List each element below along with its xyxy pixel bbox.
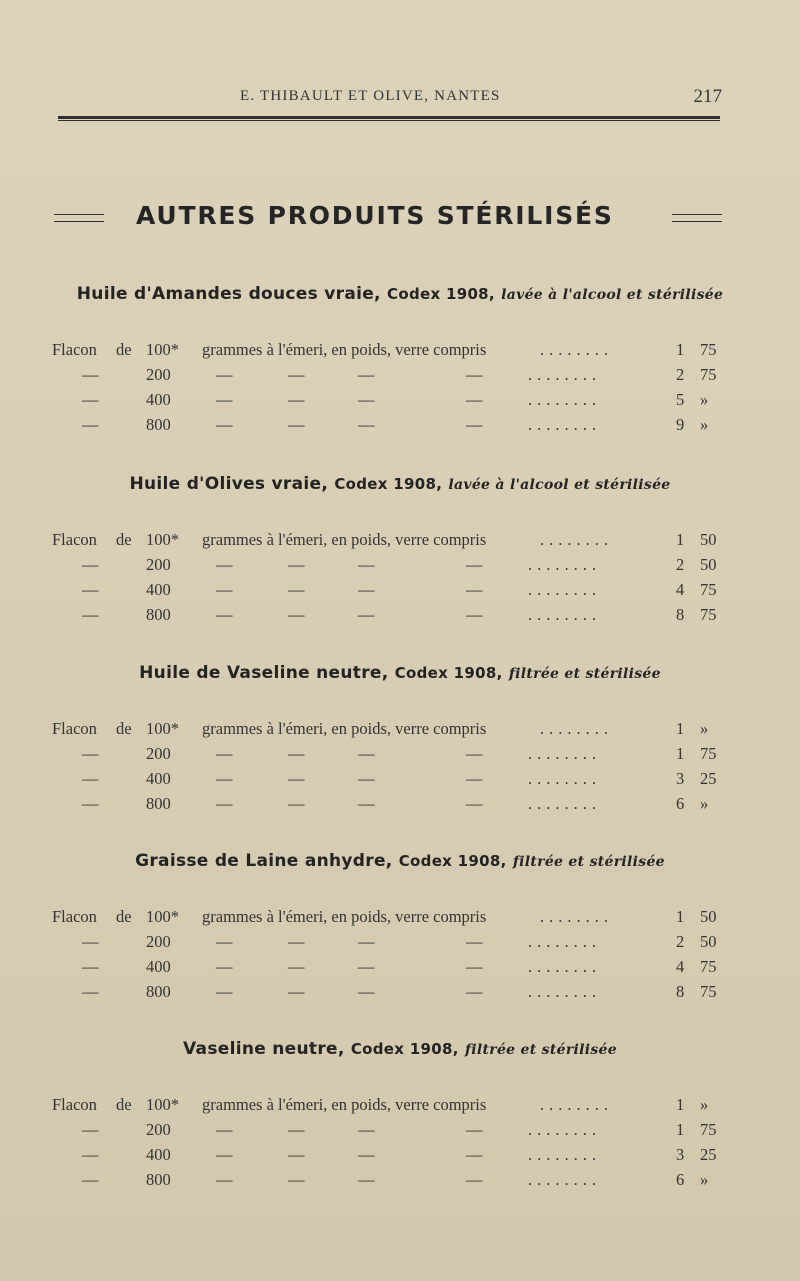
ditto-mark: — xyxy=(466,1120,483,1139)
leader-dots: ........ xyxy=(528,982,601,1001)
price-centimes: » xyxy=(700,390,709,409)
leader-dots: ........ xyxy=(528,957,601,976)
leader-dots: ........ xyxy=(540,907,613,926)
ditto-mark: — xyxy=(466,744,483,763)
price-row xyxy=(0,982,800,1006)
product-title xyxy=(0,1039,800,1059)
title-ornament-right xyxy=(672,214,722,222)
ditto-mark: — xyxy=(82,580,99,599)
ditto-mark: — xyxy=(466,957,483,976)
leader-dots: ........ xyxy=(528,1170,601,1189)
preposition: de xyxy=(116,340,132,359)
leader-dots: ........ xyxy=(528,415,601,434)
ditto-mark: — xyxy=(288,605,305,624)
quantity: 400 xyxy=(146,1145,171,1164)
price-row xyxy=(0,390,800,414)
ditto-mark: — xyxy=(216,580,233,599)
price-row xyxy=(0,932,800,956)
quantity: 400 xyxy=(146,580,171,599)
price-row xyxy=(0,794,800,818)
ditto-mark: — xyxy=(288,932,305,951)
price-francs: 1 xyxy=(676,1095,685,1114)
price-centimes: 50 xyxy=(700,555,717,574)
page-number: 217 xyxy=(693,86,722,107)
price-row xyxy=(0,1145,800,1169)
price-francs: 6 xyxy=(676,1170,685,1189)
ditto-mark: — xyxy=(82,1145,99,1164)
price-centimes: 50 xyxy=(700,530,717,549)
container-label: Flacon xyxy=(52,340,97,359)
price-row xyxy=(0,365,800,389)
ditto-mark: — xyxy=(466,1145,483,1164)
leader-dots: ........ xyxy=(540,719,613,738)
price-row xyxy=(0,907,800,931)
price-row xyxy=(0,415,800,439)
leader-dots: ........ xyxy=(540,1095,613,1114)
ditto-mark: — xyxy=(358,390,375,409)
ditto-mark: — xyxy=(216,605,233,624)
price-row xyxy=(0,605,800,629)
ditto-mark: — xyxy=(466,580,483,599)
price-centimes: 75 xyxy=(700,365,717,384)
price-francs: 8 xyxy=(676,605,685,624)
ditto-mark: — xyxy=(288,769,305,788)
ditto-mark: — xyxy=(216,932,233,951)
ditto-mark: — xyxy=(358,932,375,951)
price-centimes: 75 xyxy=(700,580,717,599)
ditto-mark: — xyxy=(216,982,233,1001)
price-centimes: 75 xyxy=(700,982,717,1001)
header-rule xyxy=(58,116,720,121)
ditto-mark: — xyxy=(466,769,483,788)
price-centimes: » xyxy=(700,719,709,738)
ditto-mark: — xyxy=(358,794,375,813)
ditto-mark: — xyxy=(82,744,99,763)
ditto-mark: — xyxy=(288,365,305,384)
ditto-mark: — xyxy=(358,1120,375,1139)
ditto-mark: — xyxy=(288,390,305,409)
leader-dots: ........ xyxy=(528,932,601,951)
price-centimes: 75 xyxy=(700,605,717,624)
price-row xyxy=(0,957,800,981)
ditto-mark: — xyxy=(288,1145,305,1164)
product-name: Graisse de Laine anhydre, xyxy=(135,851,393,871)
ditto-mark: — xyxy=(82,794,99,813)
leader-dots: ........ xyxy=(528,769,601,788)
price-centimes: 25 xyxy=(700,1145,717,1164)
ditto-mark: — xyxy=(216,794,233,813)
leader-dots: ........ xyxy=(528,1120,601,1139)
price-row xyxy=(0,530,800,554)
ditto-mark: — xyxy=(82,769,99,788)
quantity: 100* xyxy=(146,340,179,359)
ditto-mark: — xyxy=(288,555,305,574)
codex-reference: Codex 1908, xyxy=(398,852,507,870)
leader-dots: ........ xyxy=(528,605,601,624)
treatment-note: filtrée et stérilisée xyxy=(512,854,665,870)
ditto-mark: — xyxy=(82,365,99,384)
ditto-mark: — xyxy=(288,1170,305,1189)
price-centimes: 75 xyxy=(700,340,717,359)
ditto-mark: — xyxy=(288,794,305,813)
leader-dots: ........ xyxy=(528,794,601,813)
ditto-mark: — xyxy=(358,1170,375,1189)
price-centimes: 75 xyxy=(700,957,717,976)
ditto-mark: — xyxy=(466,932,483,951)
quantity: 100* xyxy=(146,719,179,738)
preposition: de xyxy=(116,907,132,926)
ditto-mark: — xyxy=(216,769,233,788)
container-label: Flacon xyxy=(52,1095,97,1114)
codex-reference: Codex 1908, xyxy=(387,285,495,303)
price-francs: 1 xyxy=(676,530,685,549)
quantity: 200 xyxy=(146,555,171,574)
item-description: grammes à l'émeri, en poids, verre compris xyxy=(202,530,487,549)
codex-reference: Codex 1908, xyxy=(350,1040,459,1058)
codex-reference: Codex 1908, xyxy=(394,664,503,682)
price-centimes: 50 xyxy=(700,907,717,926)
page-title-block xyxy=(0,201,800,241)
ditto-mark: — xyxy=(82,1120,99,1139)
price-francs: 8 xyxy=(676,982,685,1001)
price-francs: 4 xyxy=(676,580,685,599)
treatment-note: filtrée et stérilisée xyxy=(508,666,661,682)
leader-dots: ........ xyxy=(528,580,601,599)
product-title xyxy=(0,663,800,683)
ditto-mark: — xyxy=(216,1170,233,1189)
leader-dots: ........ xyxy=(528,390,601,409)
ditto-mark: — xyxy=(358,769,375,788)
product-name: Huile de Vaseline neutre, xyxy=(139,663,389,683)
price-centimes: » xyxy=(700,1095,709,1114)
ditto-mark: — xyxy=(288,957,305,976)
leader-dots: ........ xyxy=(528,365,601,384)
price-row xyxy=(0,1170,800,1194)
ditto-mark: — xyxy=(466,1170,483,1189)
price-francs: 1 xyxy=(676,907,685,926)
ditto-mark: — xyxy=(466,794,483,813)
ditto-mark: — xyxy=(216,555,233,574)
ditto-mark: — xyxy=(288,744,305,763)
ditto-mark: — xyxy=(82,982,99,1001)
quantity: 400 xyxy=(146,769,171,788)
running-header xyxy=(0,88,800,112)
price-francs: 2 xyxy=(676,365,685,384)
price-row xyxy=(0,1095,800,1119)
price-row xyxy=(0,340,800,364)
item-description: grammes à l'émeri, en poids, verre compris xyxy=(202,719,487,738)
treatment-note: filtrée et stérilisée xyxy=(464,1042,617,1058)
price-centimes: » xyxy=(700,1170,709,1189)
product-title xyxy=(0,474,800,494)
ditto-mark: — xyxy=(82,932,99,951)
item-description: grammes à l'émeri, en poids, verre compris xyxy=(202,907,487,926)
ditto-mark: — xyxy=(216,1120,233,1139)
price-francs: 4 xyxy=(676,957,685,976)
price-francs: 2 xyxy=(676,555,685,574)
leader-dots: ........ xyxy=(528,555,601,574)
price-centimes: 25 xyxy=(700,769,717,788)
quantity: 800 xyxy=(146,794,171,813)
ditto-mark: — xyxy=(358,555,375,574)
price-row xyxy=(0,1120,800,1144)
product-name: Vaseline neutre, xyxy=(183,1039,345,1059)
quantity: 800 xyxy=(146,415,171,434)
quantity: 400 xyxy=(146,957,171,976)
price-centimes: » xyxy=(700,794,709,813)
ditto-mark: — xyxy=(358,365,375,384)
product-title xyxy=(0,284,800,304)
ditto-mark: — xyxy=(288,982,305,1001)
ditto-mark: — xyxy=(466,555,483,574)
quantity: 100* xyxy=(146,530,179,549)
container-label: Flacon xyxy=(52,907,97,926)
preposition: de xyxy=(116,719,132,738)
product-name: Huile d'Amandes douces vraie, xyxy=(76,284,381,304)
container-label: Flacon xyxy=(52,530,97,549)
price-centimes: 75 xyxy=(700,1120,717,1139)
treatment-note: lavée à l'alcool et stérilisée xyxy=(501,287,724,303)
title-ornament-left xyxy=(54,214,104,222)
leader-dots: ........ xyxy=(540,530,613,549)
treatment-note: lavée à l'alcool et stérilisée xyxy=(448,477,671,493)
ditto-mark: — xyxy=(82,390,99,409)
ditto-mark: — xyxy=(466,365,483,384)
price-centimes: 75 xyxy=(700,744,717,763)
price-francs: 6 xyxy=(676,794,685,813)
ditto-mark: — xyxy=(466,390,483,409)
ditto-mark: — xyxy=(358,1145,375,1164)
leader-dots: ........ xyxy=(528,1145,601,1164)
item-description: grammes à l'émeri, en poids, verre compris xyxy=(202,1095,487,1114)
price-centimes: 50 xyxy=(700,932,717,951)
quantity: 800 xyxy=(146,982,171,1001)
ditto-mark: — xyxy=(82,605,99,624)
ditto-mark: — xyxy=(358,982,375,1001)
price-francs: 5 xyxy=(676,390,685,409)
price-francs: 3 xyxy=(676,1145,685,1164)
ditto-mark: — xyxy=(82,957,99,976)
price-francs: 1 xyxy=(676,719,685,738)
quantity: 200 xyxy=(146,365,171,384)
price-francs: 9 xyxy=(676,415,685,434)
price-francs: 2 xyxy=(676,932,685,951)
product-name: Huile d'Olives vraie, xyxy=(129,474,329,494)
price-centimes: » xyxy=(700,415,709,434)
ditto-mark: — xyxy=(358,415,375,434)
price-row xyxy=(0,719,800,743)
quantity: 100* xyxy=(146,1095,179,1114)
ditto-mark: — xyxy=(466,415,483,434)
quantity: 200 xyxy=(146,744,171,763)
ditto-mark: — xyxy=(216,1145,233,1164)
ditto-mark: — xyxy=(82,415,99,434)
price-francs: 1 xyxy=(676,340,685,359)
ditto-mark: — xyxy=(466,605,483,624)
ditto-mark: — xyxy=(358,957,375,976)
price-row xyxy=(0,555,800,579)
leader-dots: ........ xyxy=(540,340,613,359)
price-row xyxy=(0,744,800,768)
publisher-name: E. THIBAULT ET OLIVE, NANTES xyxy=(240,88,501,104)
ditto-mark: — xyxy=(288,580,305,599)
ditto-mark: — xyxy=(216,415,233,434)
price-row xyxy=(0,580,800,604)
ditto-mark: — xyxy=(82,555,99,574)
ditto-mark: — xyxy=(358,744,375,763)
price-francs: 1 xyxy=(676,1120,685,1139)
quantity: 400 xyxy=(146,390,171,409)
page-title: AUTRES PRODUITS STÉRILISÉS xyxy=(136,201,614,230)
container-label: Flacon xyxy=(52,719,97,738)
quantity: 200 xyxy=(146,1120,171,1139)
ditto-mark: — xyxy=(288,415,305,434)
ditto-mark: — xyxy=(216,957,233,976)
ditto-mark: — xyxy=(466,982,483,1001)
leader-dots: ........ xyxy=(528,744,601,763)
quantity: 800 xyxy=(146,1170,171,1189)
quantity: 800 xyxy=(146,605,171,624)
price-francs: 1 xyxy=(676,744,685,763)
ditto-mark: — xyxy=(216,365,233,384)
quantity: 200 xyxy=(146,932,171,951)
ditto-mark: — xyxy=(288,1120,305,1139)
item-description: grammes à l'émeri, en poids, verre compris xyxy=(202,340,487,359)
quantity: 100* xyxy=(146,907,179,926)
ditto-mark: — xyxy=(82,1170,99,1189)
price-francs: 3 xyxy=(676,769,685,788)
ditto-mark: — xyxy=(216,744,233,763)
preposition: de xyxy=(116,530,132,549)
ditto-mark: — xyxy=(358,580,375,599)
price-row xyxy=(0,769,800,793)
codex-reference: Codex 1908, xyxy=(334,475,443,493)
preposition: de xyxy=(116,1095,132,1114)
product-title xyxy=(0,851,800,871)
ditto-mark: — xyxy=(216,390,233,409)
ditto-mark: — xyxy=(358,605,375,624)
